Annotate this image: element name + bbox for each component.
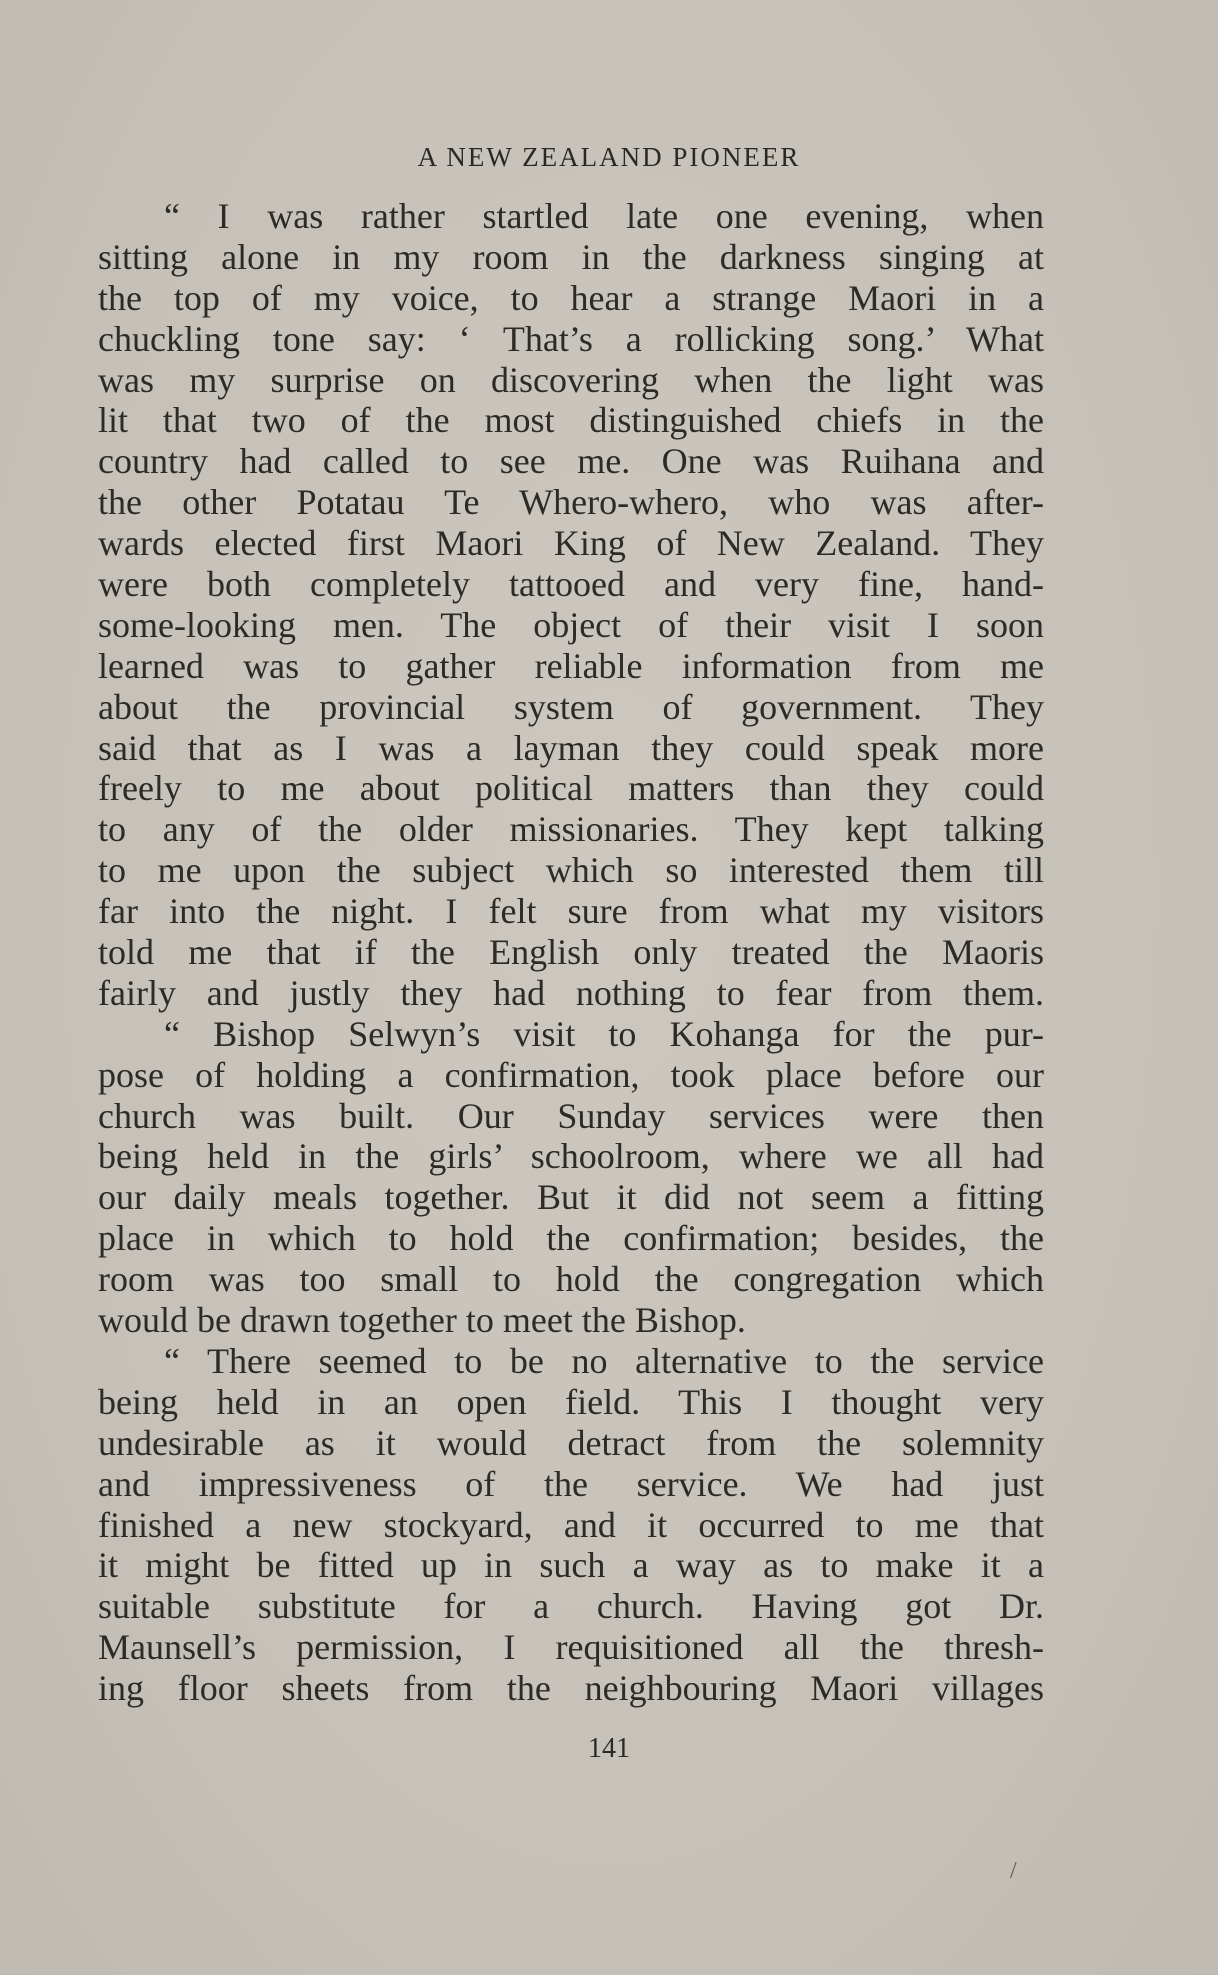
text-line: chuckling tone say: ‘ That’s a rollicking song.’ What	[98, 318, 1044, 359]
page-number: 141	[588, 1733, 630, 1764]
text-line: finished a new stockyard, and it occurred to me that	[98, 1504, 1044, 1545]
text-line: wards elected first Maori King of New Zealand. They	[98, 523, 1044, 564]
text-line: fairly and justly they had nothing to fear from them.	[98, 972, 1044, 1013]
text-line: room was too small to hold the congregation which	[98, 1259, 1044, 1300]
text-line: “ There seemed to be no alternative to the service	[164, 1340, 1044, 1381]
text-line: Maunsell’s permission, I requisitioned all the thresh-	[98, 1627, 1044, 1668]
text-line: and impressiveness of the service. We had just	[98, 1463, 1044, 1504]
text-line: being held in the girls’ schoolroom, where we all had	[98, 1136, 1044, 1177]
text-line: suitable substitute for a church. Having got Dr.	[98, 1586, 1044, 1627]
text-line: ing floor sheets from the neighbouring Maori villages	[98, 1668, 1044, 1709]
text-line: said that as I was a layman they could speak more	[98, 727, 1044, 768]
text-line: our daily meals together. But it did not seem a fitting	[98, 1177, 1044, 1218]
text-line: sitting alone in my room in the darkness singing at	[98, 236, 1044, 277]
text-line: “ Bishop Selwyn’s visit to Kohanga for the pur-	[164, 1013, 1044, 1054]
margin-mark: /	[1010, 1858, 1017, 1884]
text-line: some-looking men. The object of their visit I soon	[98, 604, 1044, 645]
text-line: “ I was rather startled late one evening, when	[164, 196, 1044, 236]
text-line: place in which to hold the confirmation; besides, the	[98, 1218, 1044, 1259]
text-line: the other Potatau Te Whero-whero, who was after-	[98, 482, 1044, 523]
text-line: country had called to see me. One was Ruihana and	[98, 441, 1044, 482]
running-head: A NEW ZEALAND PIONEER	[417, 142, 801, 172]
text-line: about the provincial system of government. They	[98, 686, 1044, 727]
text-line: it might be fitted up in such a way as to make it a	[98, 1545, 1044, 1586]
text-line: were both completely tattooed and very fine, hand-	[98, 564, 1044, 605]
text-line: to any of the older missionaries. They kept talking	[98, 809, 1044, 850]
text-line: was my surprise on discovering when the light was	[98, 359, 1044, 400]
body-text	[98, 196, 1044, 1709]
text-line: would be drawn together to meet the Bishop.	[98, 1300, 746, 1341]
text-line: lit that two of the most distinguished chiefs in the	[98, 400, 1044, 441]
text-line: church was built. Our Sunday services were then	[98, 1095, 1044, 1136]
text-line: told me that if the English only treated the Maoris	[98, 932, 1044, 973]
text-line: to me upon the subject which so interested them till	[98, 850, 1044, 891]
text-line: the top of my voice, to hear a strange Maori in a	[98, 277, 1044, 318]
text-line: being held in an open field. This I thought very	[98, 1381, 1044, 1422]
text-line: learned was to gather reliable information from me	[98, 645, 1044, 686]
text-line: pose of holding a confirmation, took place before our	[98, 1054, 1044, 1095]
text-line: freely to me about political matters than they could	[98, 768, 1044, 809]
text-line: far into the night. I felt sure from what my visitors	[98, 891, 1044, 932]
text-line: undesirable as it would detract from the solemnity	[98, 1422, 1044, 1463]
